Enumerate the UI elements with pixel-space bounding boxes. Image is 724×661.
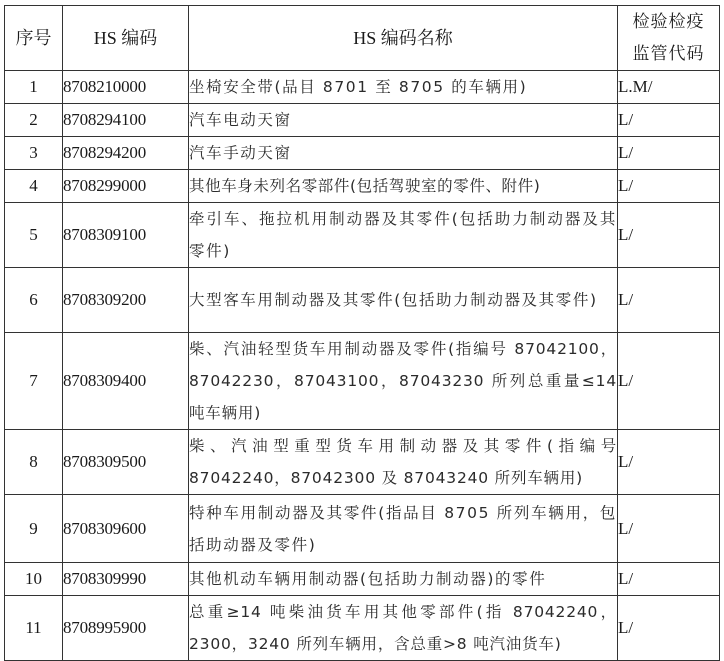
cell-hs-code-name: 柴、汽油轻型货车用制动器及零件(指编号 87042100，87042230，87043100，87043230 所列总重量≤14 吨车辆用) <box>189 333 618 430</box>
header-inspection-code-line1: 检验检疫 <box>632 12 705 31</box>
cell-hs-code-name: 汽车手动天窗 <box>189 137 618 170</box>
cell-serial-number: 11 <box>5 596 63 661</box>
table-row <box>5 104 720 137</box>
cell-inspection-code: L/ <box>618 495 720 563</box>
cell-inspection-code: L.M/ <box>618 71 720 104</box>
cell-serial-number: 6 <box>5 268 63 333</box>
table-row <box>5 495 720 563</box>
cell-hs-code-name: 牵引车、拖拉机用制动器及其零件(包括助力制动器及其零件) <box>189 203 618 268</box>
table-row <box>5 268 720 333</box>
table-row <box>5 137 720 170</box>
cell-serial-number: 4 <box>5 170 63 203</box>
header-serial-number: 序号 <box>5 6 63 71</box>
table-header <box>5 6 720 71</box>
cell-hs-code: 8708309600 <box>63 495 189 563</box>
cell-serial-number: 5 <box>5 203 63 268</box>
cell-hs-code: 8708294200 <box>63 137 189 170</box>
cell-serial-number: 2 <box>5 104 63 137</box>
cell-hs-code-name: 特种车用制动器及其零件(指品目 8705 所列车辆用，包括助动器及零件) <box>189 495 618 563</box>
header-inspection-code <box>618 6 720 71</box>
table-row <box>5 596 720 661</box>
cell-hs-code: 8708299000 <box>63 170 189 203</box>
cell-hs-code: 8708210000 <box>63 71 189 104</box>
cell-hs-code: 8708995900 <box>63 596 189 661</box>
cell-serial-number: 8 <box>5 430 63 495</box>
table-row <box>5 71 720 104</box>
cell-serial-number: 10 <box>5 563 63 596</box>
cell-hs-code-name: 柴、汽油型重型货车用制动器及其零件(指编号 87042240，87042300 及 87043240 所列车辆用) <box>189 430 618 495</box>
cell-inspection-code: L/ <box>618 203 720 268</box>
cell-inspection-code: L/ <box>618 333 720 430</box>
cell-hs-code: 8708309500 <box>63 430 189 495</box>
cell-inspection-code: L/ <box>618 268 720 333</box>
cell-hs-code-name: 汽车电动天窗 <box>189 104 618 137</box>
table-row <box>5 563 720 596</box>
cell-hs-code: 8708294100 <box>63 104 189 137</box>
cell-serial-number: 3 <box>5 137 63 170</box>
cell-inspection-code: L/ <box>618 170 720 203</box>
cell-inspection-code: L/ <box>618 430 720 495</box>
cell-hs-code-name: 坐椅安全带(品目 8701 至 8705 的车辆用) <box>189 71 618 104</box>
cell-serial-number: 9 <box>5 495 63 563</box>
cell-inspection-code: L/ <box>618 104 720 137</box>
cell-inspection-code: L/ <box>618 563 720 596</box>
cell-hs-code: 8708309200 <box>63 268 189 333</box>
hs-code-table <box>4 5 720 661</box>
table-body <box>5 71 720 661</box>
cell-serial-number: 7 <box>5 333 63 430</box>
header-inspection-code-line2: 监管代码 <box>632 44 705 63</box>
cell-hs-code: 8708309990 <box>63 563 189 596</box>
header-row <box>5 6 720 71</box>
cell-hs-code-name: 其他机动车辆用制动器(包括助力制动器)的零件 <box>189 563 618 596</box>
cell-serial-number: 1 <box>5 71 63 104</box>
cell-hs-code: 8708309400 <box>63 333 189 430</box>
table-row <box>5 170 720 203</box>
cell-hs-code-name: 其他车身未列名零部件(包括驾驶室的零件、附件) <box>189 170 618 203</box>
cell-hs-code: 8708309100 <box>63 203 189 268</box>
cell-hs-code-name: 大型客车用制动器及其零件(包括助力制动器及其零件) <box>189 268 618 333</box>
table-row <box>5 203 720 268</box>
cell-inspection-code: L/ <box>618 596 720 661</box>
header-hs-code: HS 编码 <box>63 6 189 71</box>
table-row <box>5 333 720 430</box>
table-row <box>5 430 720 495</box>
cell-hs-code-name: 总重≥14 吨柴油货车用其他零部件(指 87042240，2300，3240 所列车辆用，含总重>8 吨汽油货车) <box>189 596 618 661</box>
header-hs-code-name: HS 编码名称 <box>189 6 618 71</box>
cell-inspection-code: L/ <box>618 137 720 170</box>
